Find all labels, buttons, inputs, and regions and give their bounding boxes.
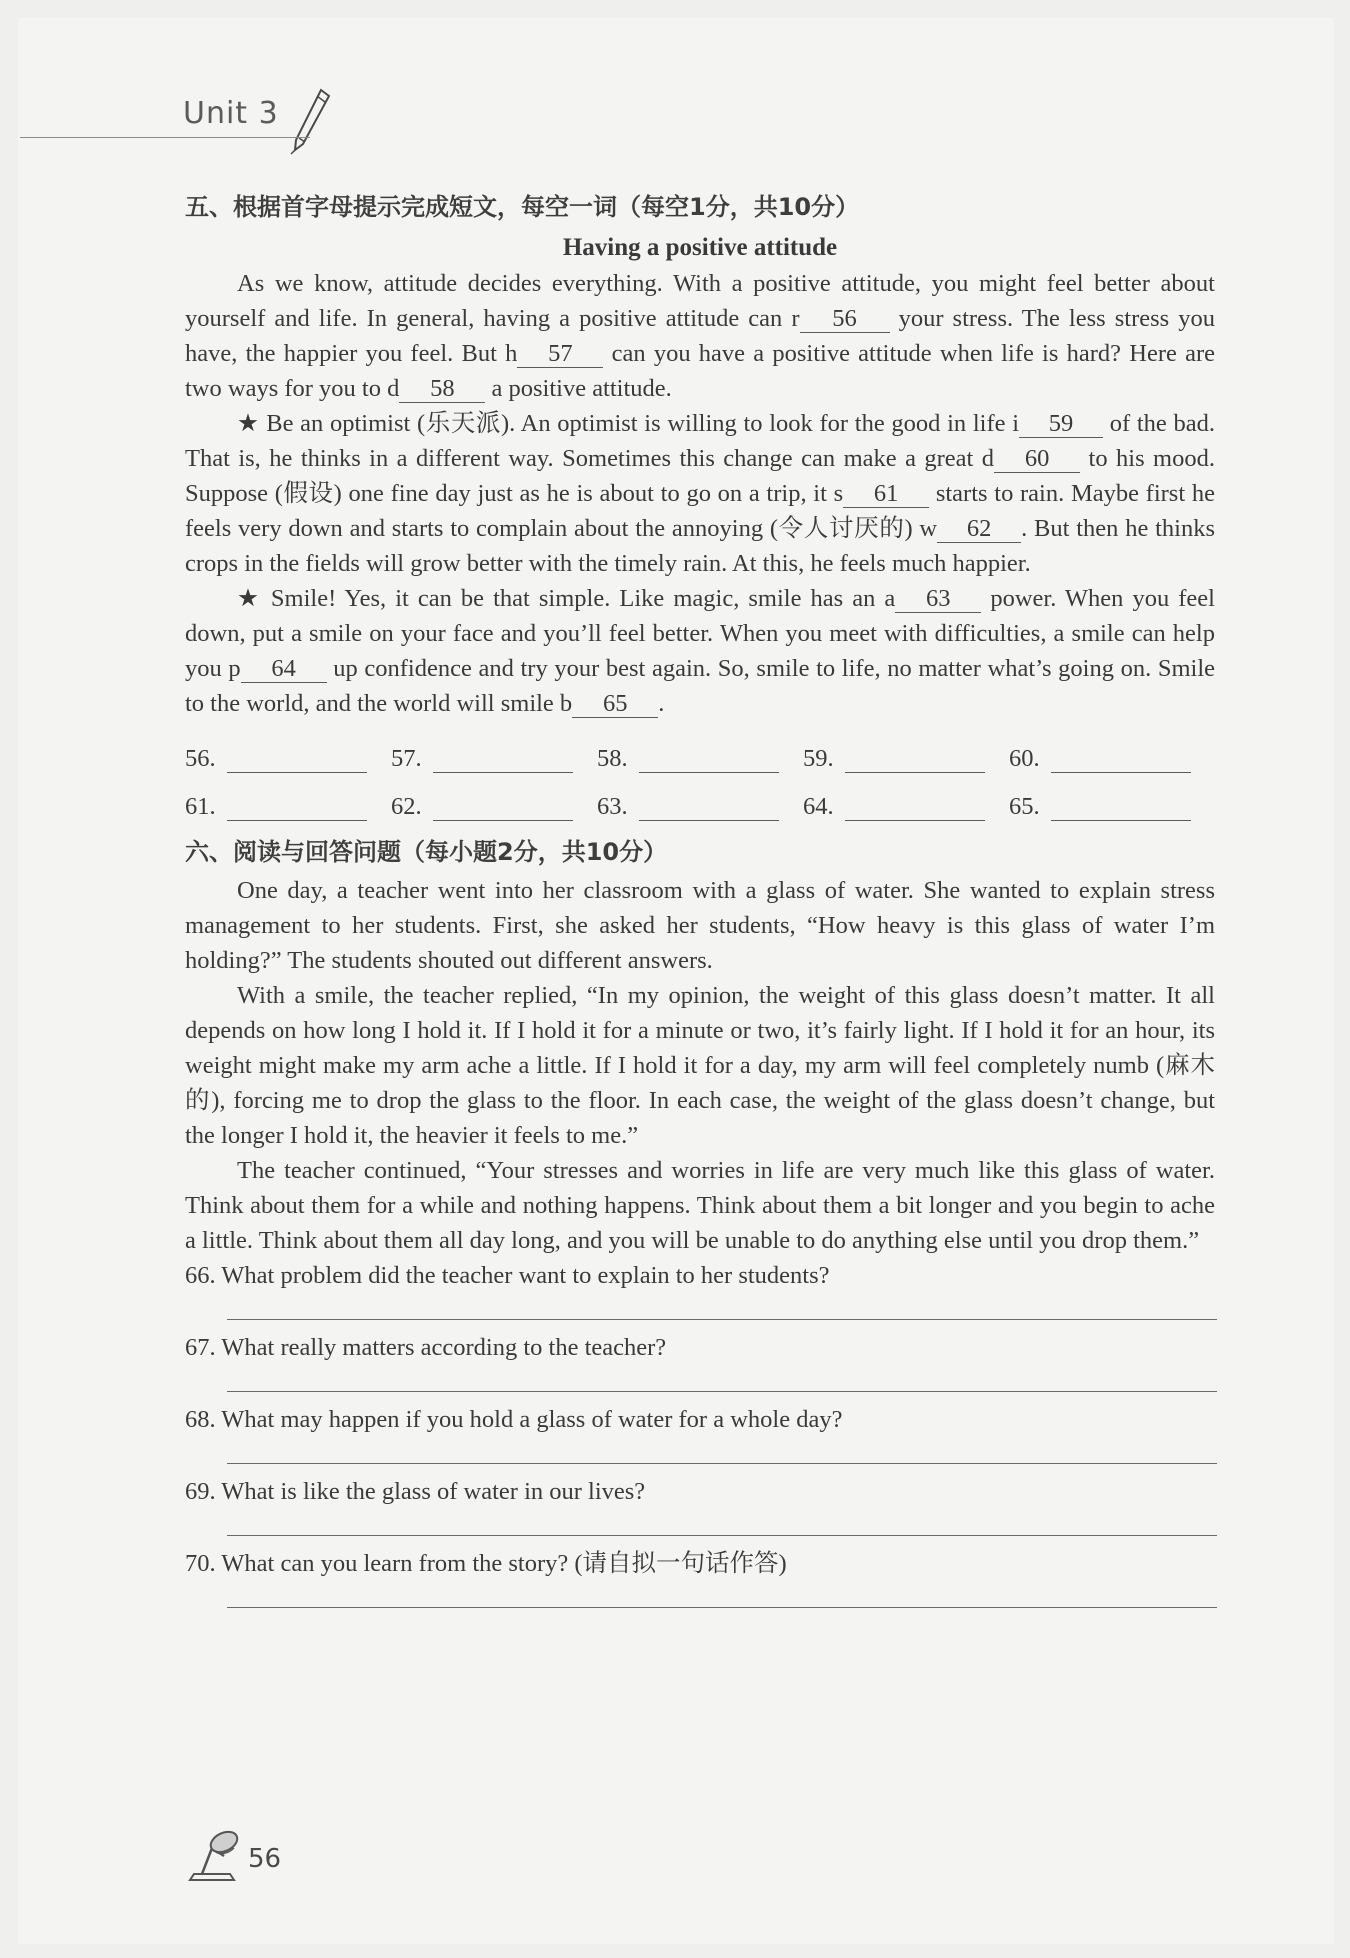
answer-item xyxy=(803,790,1009,821)
answer-line-69[interactable] xyxy=(227,1509,1217,1536)
paragraph-text: As we know, attitude decides everything. With a positive attitude, you might feel better about yourself and life. In general, having a positive attitude can r xyxy=(185,270,1215,332)
answer-item xyxy=(391,742,597,773)
paragraph-text: up confidence and try your best again. So, smile to life, no matter what’s going on. Smile to the world, and the world will smile b xyxy=(185,655,1216,717)
answer-row xyxy=(185,773,1215,821)
answer-grid xyxy=(185,725,1215,821)
paragraph-text: . But then he thinks crops in the fields will grow better with the timely rain. At this, he feels much happier. xyxy=(185,515,1215,577)
section6-title: 六、阅读与回答问题（每小题2分，共10分） xyxy=(185,838,668,866)
blank-56: 56 xyxy=(800,306,890,333)
blank-59: 59 xyxy=(1019,411,1103,438)
answer-number: 59. xyxy=(803,745,834,772)
desk-lamp-icon xyxy=(184,1826,244,1884)
answer-row xyxy=(185,725,1215,773)
passage-title: Having a positive attitude xyxy=(562,234,838,261)
blank-57: 57 xyxy=(517,341,603,368)
paragraph-text: starts to rain. Maybe first he feels very down and starts to complain about the annoying (令人讨厌的) w xyxy=(185,480,1215,542)
question-70: 70. What can you learn from the story? (请自拟一句话作答) xyxy=(185,1550,787,1577)
question-66: 66. What problem did the teacher want to explain to her students? xyxy=(185,1262,830,1289)
pen-icon xyxy=(287,88,333,156)
answer-item xyxy=(1009,742,1215,773)
paragraph-text: can you have a positive attitude when life is hard? Here are two ways for you to d xyxy=(185,340,1215,402)
answer-item xyxy=(1009,790,1215,821)
question-68: 68. What may happen if you hold a glass of water for a whole day? xyxy=(185,1406,843,1433)
blank-60: 60 xyxy=(994,446,1080,473)
answer-line-60[interactable] xyxy=(1051,742,1191,773)
question-67: 67. What really matters according to the teacher? xyxy=(185,1334,667,1361)
reading-paragraph-1: One day, a teacher went into her classroom with a glass of water. She wanted to explain stress management to her students. First, she asked her students, “How heavy is this glass of water I’m holding?” The students shouted out different answers. xyxy=(185,877,1215,974)
answer-line-59[interactable] xyxy=(845,742,985,773)
answer-item xyxy=(803,742,1009,773)
blank-64: 64 xyxy=(241,656,327,683)
paragraph-text: ★ Be an optimist (乐天派). An optimist is willing to look for the good in life i xyxy=(237,410,1020,437)
blank-63: 63 xyxy=(895,586,981,613)
answer-line-68[interactable] xyxy=(227,1437,1217,1464)
blank-65: 65 xyxy=(572,691,658,718)
page-number: 56 xyxy=(248,1844,282,1874)
answer-line-66[interactable] xyxy=(227,1293,1217,1320)
section5-title: 五、根据首字母提示完成短文，每空一词（每空1分，共10分） xyxy=(185,193,860,221)
answer-line-56[interactable] xyxy=(227,742,367,773)
paragraph-text: a positive attitude. xyxy=(485,375,672,402)
answer-item xyxy=(185,742,391,773)
answer-line-64[interactable] xyxy=(845,790,985,821)
page-header xyxy=(183,96,583,146)
paragraph-text: power. When you feel down, put a smile on your face and you’ll feel better. When you meet with difficulties, a smile can help you p xyxy=(185,585,1215,682)
blank-61: 61 xyxy=(843,481,929,508)
reading-paragraph-2: With a smile, the teacher replied, “In my opinion, the weight of this glass doesn’t matter. It all depends on how long I hold it. If I hold it for a minute or two, it’s fairly light. If I hold it for an hour, its weight might make my arm ache a little. If I hold it for a day, my arm will feel completely numb (麻木的), forcing me to drop the glass to the floor. In each case, the weight of the glass doesn’t change, but the longer I hold it, the heavier it feels to me.” xyxy=(185,982,1215,1149)
answer-item xyxy=(597,742,803,773)
blank-58: 58 xyxy=(399,376,485,403)
answer-number: 60. xyxy=(1009,745,1040,772)
passage-paragraph-3 xyxy=(185,581,1215,721)
answer-number: 62. xyxy=(391,793,422,820)
answer-number: 57. xyxy=(391,745,422,772)
answer-item xyxy=(185,790,391,821)
answer-number: 61. xyxy=(185,793,216,820)
passage-paragraph-2 xyxy=(185,406,1215,581)
answer-item xyxy=(597,790,803,821)
paragraph-text: of the bad. That is, he thinks in a different way. Sometimes this change can make a great d xyxy=(185,410,1215,472)
paragraph-text: to his mood. Suppose (假设) one fine day just as he is about to go on a trip, it s xyxy=(185,445,1215,507)
blank-62: 62 xyxy=(937,516,1021,543)
answer-item xyxy=(391,790,597,821)
reading-paragraph-3: The teacher continued, “Your stresses and worries in life are very much like this glass of water. Think about them for a while and nothing happens. Think about them a bit longer and you begin to ache a little. Think about them all day long, and you will be unable to do anything else until you drop them.” xyxy=(185,1157,1215,1254)
paragraph-text: ★ Smile! Yes, it can be that simple. Like magic, smile has an a xyxy=(237,585,896,612)
answer-line-62[interactable] xyxy=(433,790,573,821)
unit-title: Unit 3 xyxy=(183,96,279,131)
paragraph-text: your stress. The less stress you have, the happier you feel. But h xyxy=(185,305,1215,367)
answer-number: 63. xyxy=(597,793,628,820)
answer-number: 64. xyxy=(803,793,834,820)
header-rule xyxy=(20,137,310,138)
paragraph-text: . xyxy=(658,690,665,717)
answer-line-58[interactable] xyxy=(639,742,779,773)
answer-number: 58. xyxy=(597,745,628,772)
answer-line-67[interactable] xyxy=(227,1365,1217,1392)
passage-paragraph-1 xyxy=(185,266,1215,406)
answer-line-57[interactable] xyxy=(433,742,573,773)
answer-line-61[interactable] xyxy=(227,790,367,821)
page-footer xyxy=(184,1836,304,1886)
answer-line-70[interactable] xyxy=(227,1581,1217,1608)
answer-number: 56. xyxy=(185,745,216,772)
question-69: 69. What is like the glass of water in our lives? xyxy=(185,1478,646,1505)
answer-number: 65. xyxy=(1009,793,1040,820)
answer-line-65[interactable] xyxy=(1051,790,1191,821)
main-content xyxy=(185,186,1215,1618)
answer-line-63[interactable] xyxy=(639,790,779,821)
